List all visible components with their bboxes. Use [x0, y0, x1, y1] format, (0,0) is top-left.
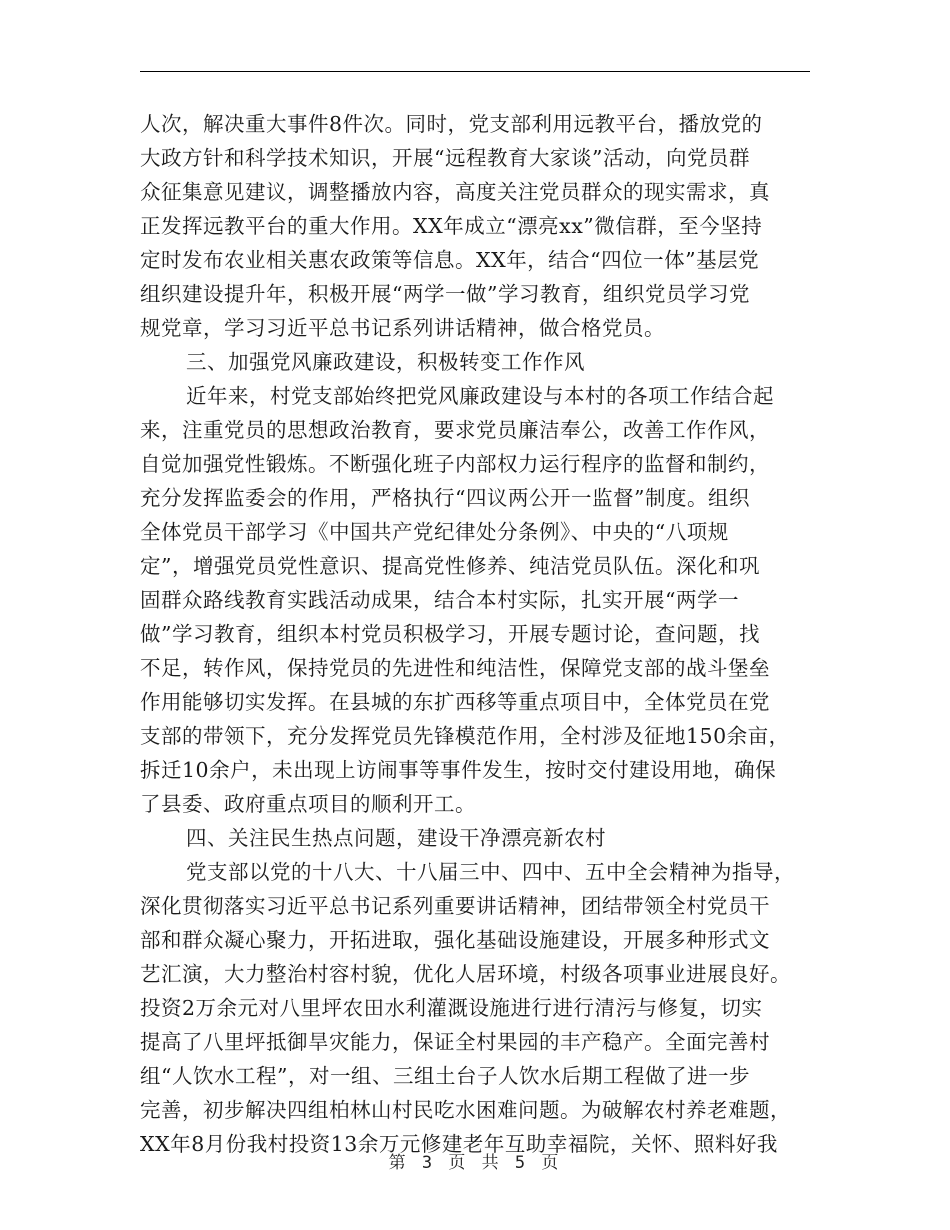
text-line: 党支部以党的十八大、十八届三中、四中、五中全会精神为指导， [186, 860, 795, 884]
header-rule [140, 71, 810, 72]
section-heading: 四、关注民生热点问题，建设干净漂亮新农村 [186, 826, 606, 850]
text-line: 众征集意见建议，调整播放内容，高度关注党员群众的现实需求，真 [140, 180, 770, 204]
text-line: 正发挥远教平台的重大作用。XX年成立“漂亮xx”微信群，至今坚持 [140, 214, 763, 238]
text-line: 深化贯彻落实习近平总书记系列重要讲话精神，团结带领全村党员干 [140, 894, 770, 918]
section-heading: 三、加强党风廉政建设，积极转变工作作风 [186, 350, 585, 374]
text-line: 投资2万余元对八里坪农田水利灌溉设施进行进行清污与修复，切实 [140, 996, 763, 1020]
text-line: 规党章，学习习近平总书记系列讲话精神，做合格党员。 [140, 316, 665, 340]
text-line: 完善，初步解决四组柏林山村民吃水困难问题。为破解农村养老难题， [140, 1098, 791, 1122]
text-line: 定”，增强党员党性意识、提高党性修养、纯洁党员队伍。深化和巩 [140, 554, 760, 578]
text-line: 近年来，村党支部始终把党风廉政建设与本村的各项工作结合起 [186, 384, 774, 408]
text-line: 人次，解决重大事件8件次。同时，党支部利用远教平台，播放党的 [140, 112, 763, 136]
text-line: 拆迁10余户，未出现上访闹事等事件发生，按时交付建设用地，确保 [140, 758, 777, 782]
text-line: 部和群众凝心聚力，开拓进取，强化基础设施建设，开展多种形式文 [140, 928, 770, 952]
text-line: 固群众路线教育实践活动成果，结合本村实际，扎实开展“两学一 [140, 588, 739, 612]
text-line: 大政方针和科学技术知识，开展“远程教育大家谈”活动，向党员群 [140, 146, 750, 170]
text-line: 自觉加强党性锻炼。不断强化班子内部权力运行程序的监督和制约， [140, 452, 770, 476]
text-line: 来，注重党员的思想政治教育，要求党员廉洁奉公，改善工作作风， [140, 418, 770, 442]
text-line: 充分发挥监委会的作用，严格执行“四议两公开一监督”制度。组织 [140, 486, 750, 510]
text-line: 艺汇演，大力整治村容村貌，优化人居环境，村级各项事业进展良好。 [140, 962, 791, 986]
text-line: 做”学习教育，组织本村党员积极学习，开展专题讨论，查问题，找 [140, 622, 760, 646]
text-line: 全体党员干部学习《中国共产党纪律处分条例》、中央的“八项规 [140, 520, 729, 544]
text-line: 组“人饮水工程”，对一组、三组土台子人饮水后期工程做了进一步 [140, 1064, 750, 1088]
text-line: 定时发布农业相关惠农政策等信息。XX年，结合“四位一体”基层党 [140, 248, 760, 272]
body-text [140, 107, 810, 1161]
text-line: 作用能够切实发挥。在县城的东扩西移等重点项目中，全体党员在党 [140, 690, 770, 714]
text-line: 了县委、政府重点项目的顺利开工。 [140, 792, 476, 816]
text-line: 提高了八里坪抵御旱灾能力，保证全村果园的丰产稳产。全面完善村 [140, 1030, 770, 1054]
text-line: 支部的带领下，充分发挥党员先锋模范作用，全村涉及征地150余亩， [140, 724, 790, 748]
page-number-footer: 第 3 页 共 5 页 [388, 1153, 562, 1173]
text-line: XX年8月份我村投资13余万元修建老年互助幸福院，关怀、照料好我 [140, 1132, 778, 1156]
text-line: 组织建设提升年，积极开展“两学一做”学习教育，组织党员学习党 [140, 282, 750, 306]
text-line: 不足，转作风，保持党员的先进性和纯洁性，保障党支部的战斗堡垒 [140, 656, 770, 680]
